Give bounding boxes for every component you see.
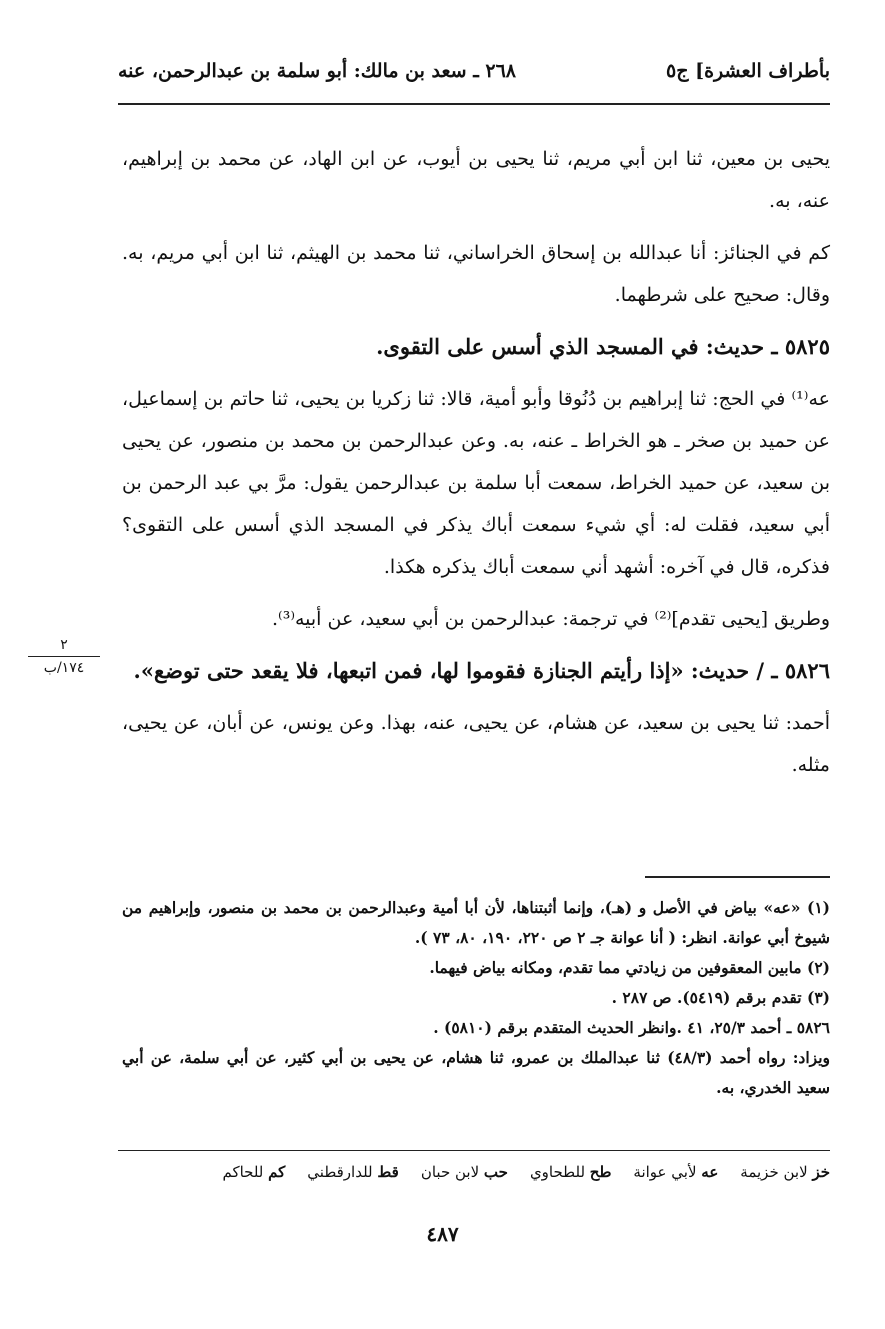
footnote-3: (٣) تقدم برقم (٥٤١٩). ص ٢٨٧ . [611,988,830,1007]
header-chapter-title: ٢٦٨ ـ سعد بن مالك: أبو سلمة بن عبدالرحمن، عنه [118,60,517,82]
abbreviation-key [118,1163,830,1181]
main-text [122,138,830,796]
margin-note-number: ٢ [28,636,100,657]
paragraph-3: عه⁽¹⁾ في الحج: ثنا إبراهيم بن دُنُوقا وأبو أمية، قالا: ثنا زكريا بن يحيى، ثنا حاتم بن إسماعيل، عن حميد بن صخر ـ هو الخراط ـ عنه، به. وعن عبدالرحمن بن محمد بن منصور، عن يحيى بن سعيد، عن حميد الخراط، سمعت أبا سلمة بن عبدالرحمن يقول: مرَّ بي عبد الرحمن بن أبي سعيد، فقلت له: أي شيء سمعت أباك يذكر في المسجد الذي أسس على التقوى؟ فذكره، قال في آخره: أشهد أني سمعت أباك يذكره هكذا. [122,388,830,578]
running-header [118,60,830,82]
paragraph-4: وطريق [يحيى تقدم]⁽²⁾ في ترجمة: عبدالرحمن بن أبي سعيد، عن أبيه⁽³⁾. [271,608,830,630]
bottom-rule [118,1150,830,1151]
paragraph-1: يحيى بن معين، ثنا ابن أبي مريم، ثنا يحيى بن أيوب، عن ابن الهاد، عن محمد بن إبراهيم، عنه، به. [122,148,830,212]
footnote-2: (٢) مابين المعقوفين من زيادتي مما تقدم، ومكانه بياض فيهما. [429,958,830,977]
abbr-item: حب لابن حبان [420,1163,508,1181]
abbr-item: خز لابن خزيمة [740,1163,830,1181]
footnotes [122,893,830,1103]
footnote-5: ويزاد: رواه أحمد (٤٨/٣) ثنا عبدالملك بن عمرو، ثنا هشام، عن يحيى بن أبي كثير، عن أبي سلمة، عن أبي سعيد الخدري، به. [122,1048,830,1097]
hadith-5826-title: ٥٨٢٦ ـ / حديث: «إذا رأيتم الجنازة فقوموا لها، فمن اتبعها، فلا يقعد حتى توضع». [133,658,830,683]
header-book-title: بأطراف العشرة] ج٥ [666,60,830,82]
footnote-4: ٥٨٢٦ ـ أحمد ٢٥/٣، ٤١ .وانظر الحديث المتقدم برقم (٥٨١٠) . [433,1018,830,1037]
footnote-1: (١) «عه» بياض في الأصل و (هـ)، وإنما أثبتناها، لأن أبا أمية وعبدالرحمن بن محمد بن منصور، وإبراهيم من شيوخ أبي عوانة. انظر: ( أنا عوانة جـ ٢ ص ٢٢٠، ١٩٠، ٨٠، ٧٣ ). [122,898,830,947]
abbr-item: كم للحاكم [222,1163,286,1181]
margin-folio-note [28,636,100,677]
abbr-item: طح للطحاوي [529,1163,612,1181]
abbr-item: قط للدارقطني [307,1163,399,1181]
margin-note-folio: ١٧٤/ب [43,660,85,676]
paragraph-2: كم في الجنائز: أنا عبدالله بن إسحاق الخراساني، ثنا محمد بن الهيثم، ثنا ابن أبي مريم، به. وقال: صحيح على شرطهما. [122,242,830,306]
footnote-rule [645,876,830,878]
header-rule [118,103,830,105]
abbr-item: عه لأبي عوانة [633,1163,719,1181]
paragraph-5: أحمد: ثنا يحيى بن سعيد، عن هشام، عن يحيى، عنه، بهذا. وعن يونس، عن أبان، عن يحيى، مثله. [122,712,830,776]
page-number: ٤٨٧ [426,1222,459,1246]
hadith-5825-title: ٥٨٢٥ ـ حديث: في المسجد الذي أسس على التقوى. [376,334,830,359]
